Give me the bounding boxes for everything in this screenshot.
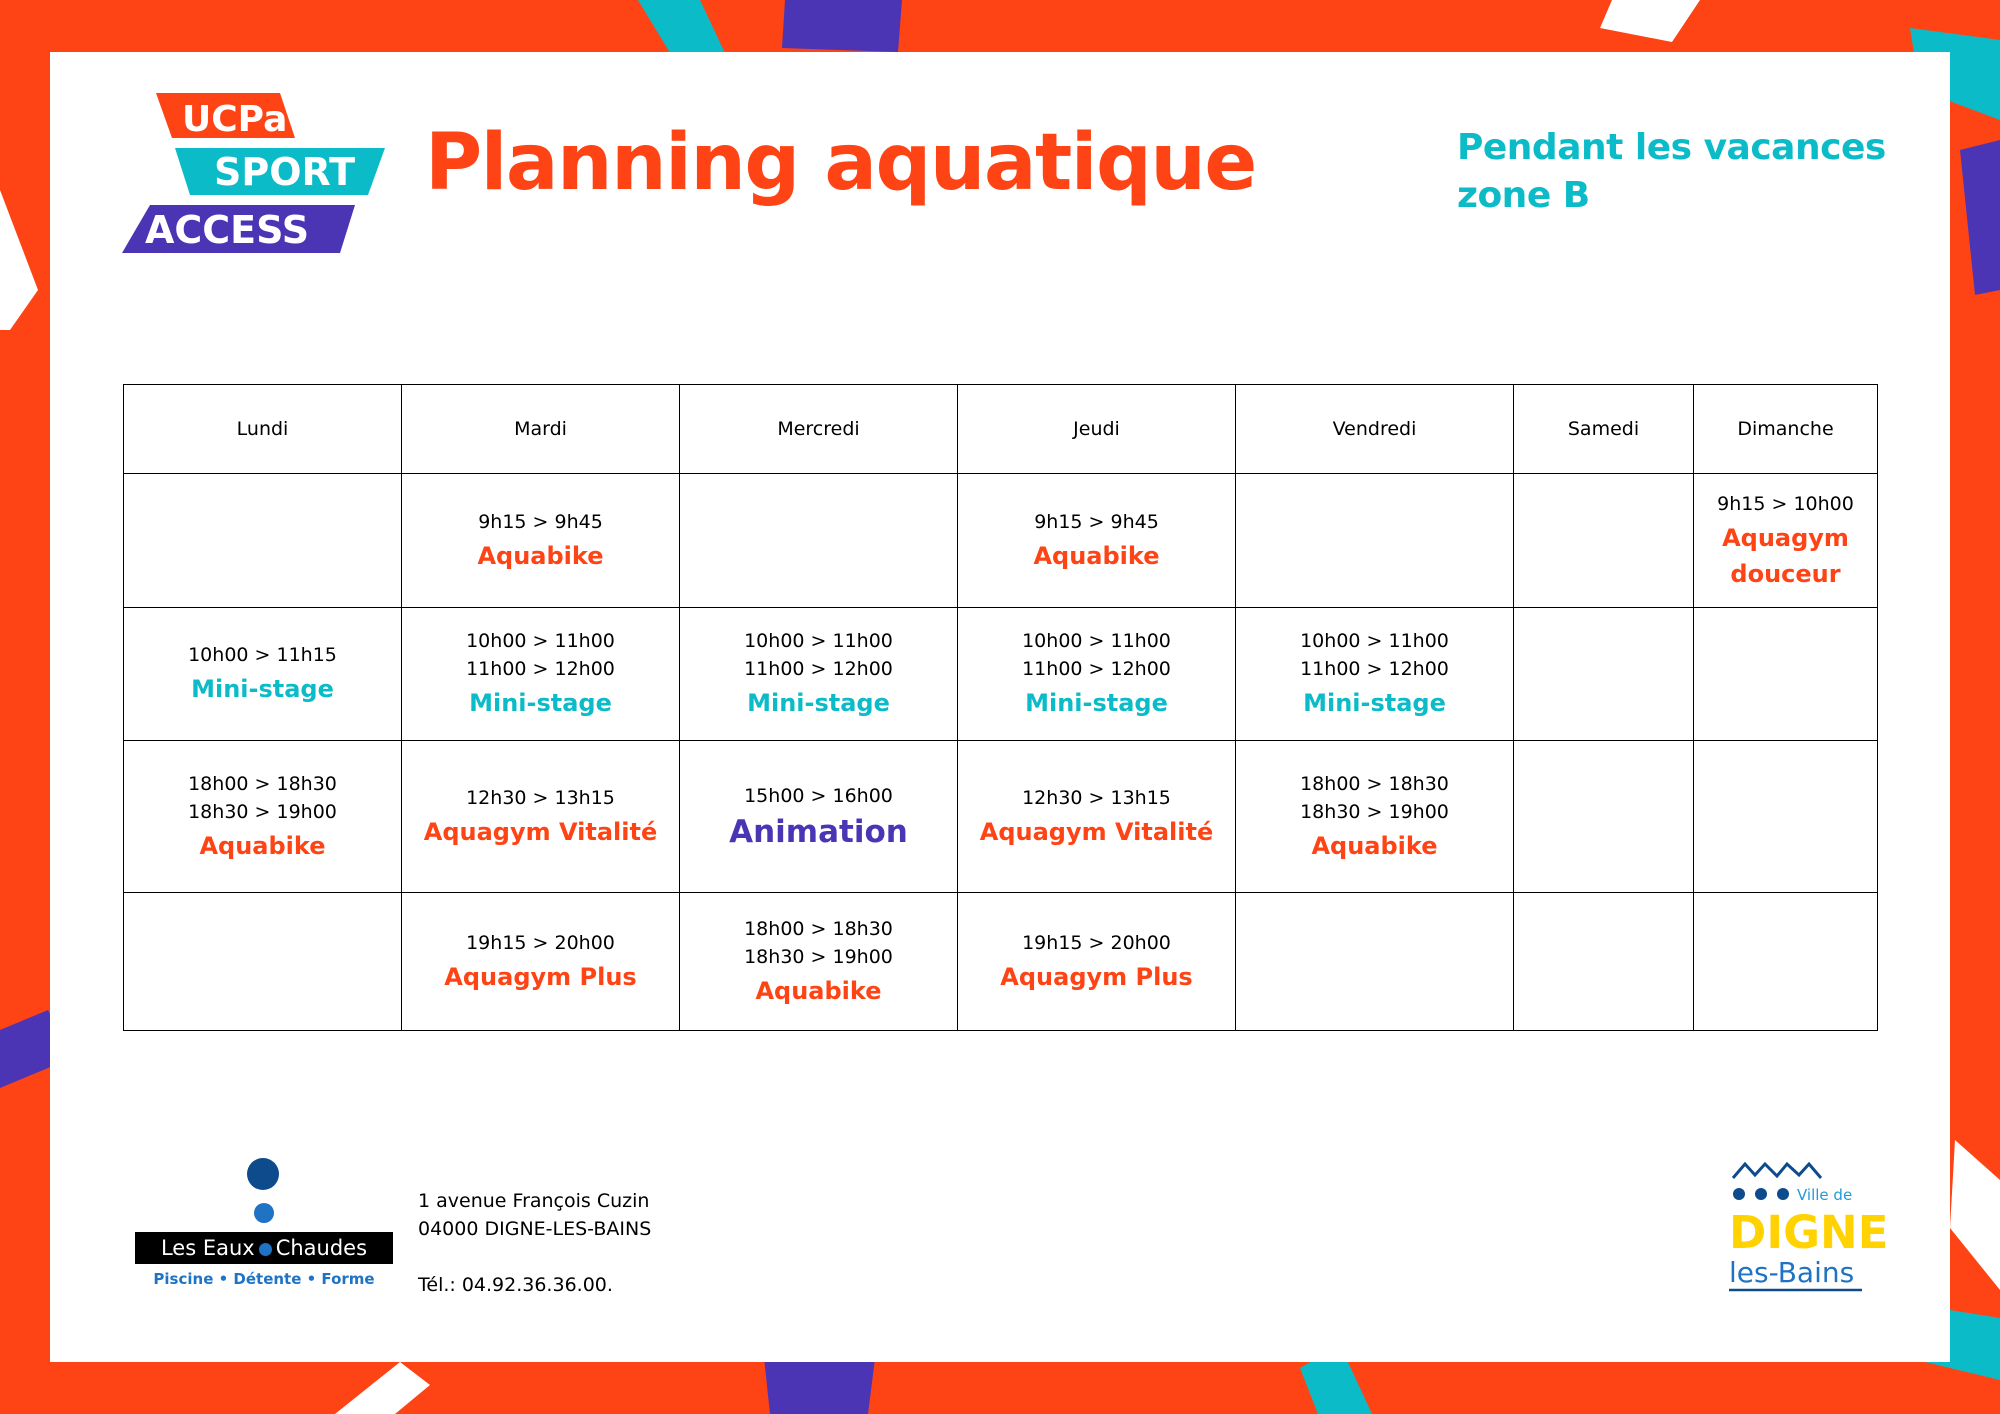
page-title: Planning aquatique	[425, 118, 1256, 208]
day-header-lundi: Lundi	[124, 385, 402, 474]
schedule-cell	[1514, 741, 1694, 893]
logo-dot-inline	[259, 1243, 272, 1256]
session-time: 18h00 > 18h30	[188, 772, 337, 795]
confetti-piece	[335, 1362, 430, 1414]
schedule-cell	[680, 741, 958, 893]
activity-name: Aquabike	[1311, 831, 1438, 860]
activity-name: Aquabike	[199, 831, 326, 860]
session-time: 9h15 > 10h00	[1717, 492, 1854, 515]
activity-name: Aquagym Vitalité	[423, 817, 658, 846]
activity-name: Mini-stage	[191, 675, 334, 703]
sport-wordmark: SPORT	[214, 150, 355, 194]
schedule-cell	[1694, 893, 1878, 1031]
schedule-cell	[124, 741, 402, 893]
ucpa-wordmark: UCPa	[182, 99, 288, 140]
session-time: 10h00 > 11h00	[1300, 630, 1449, 652]
address-phone: Tél.: 04.92.36.36.00.	[418, 1274, 613, 1296]
partner-name-band	[135, 1232, 393, 1264]
session-time: 10h00 > 11h00	[744, 630, 893, 652]
day-header-vendredi: Vendredi	[1236, 385, 1514, 474]
session-time: 10h00 > 11h15	[188, 644, 337, 666]
schedule-cell	[1694, 741, 1878, 893]
schedule-cell	[958, 741, 1236, 893]
mountain-icon	[1733, 1164, 1821, 1178]
day-header-row	[124, 385, 1878, 474]
activity-name: Aquagym Vitalité	[979, 817, 1214, 846]
les-eaux-chaudes-logo	[135, 1155, 395, 1295]
activity-name: Aquabike	[1033, 541, 1160, 570]
day-header-jeudi: Jeudi	[958, 385, 1236, 474]
schedule-cell	[402, 608, 680, 741]
session-time: 11h00 > 12h00	[466, 658, 615, 680]
session-time: 9h15 > 9h45	[478, 510, 603, 533]
schedule-table	[123, 384, 1878, 1031]
schedule-cell	[1236, 741, 1514, 893]
logo-dot-small	[254, 1203, 274, 1223]
activity-name: Aquabike	[755, 976, 882, 1005]
schedule-cell	[1236, 893, 1514, 1031]
schedule-cell	[958, 608, 1236, 741]
partner-name-left: Les Eaux	[160, 1236, 255, 1260]
session-time: 19h15 > 20h00	[1022, 931, 1171, 954]
activity-name: Mini-stage	[1025, 689, 1168, 717]
schedule-cell	[124, 893, 402, 1031]
session-time: 12h30 > 13h15	[466, 786, 615, 809]
partner-tagline: Piscine • Détente • Forme	[153, 1270, 375, 1288]
session-time: 12h30 > 13h15	[1022, 786, 1171, 809]
confetti-piece	[1950, 1140, 2000, 1290]
logo-dot	[1733, 1188, 1745, 1200]
day-header-mercredi: Mercredi	[680, 385, 958, 474]
schedule-cell	[1236, 474, 1514, 608]
schedule-cell	[1514, 608, 1694, 741]
session-time: 18h30 > 19h00	[188, 800, 337, 823]
schedule-cell	[402, 741, 680, 893]
confetti-piece	[1600, 0, 1700, 42]
session-time: 11h00 > 12h00	[1022, 658, 1171, 680]
schedule-cell	[1694, 474, 1878, 608]
city-name: DIGNE	[1729, 1206, 1889, 1259]
schedule-cell	[1514, 474, 1694, 608]
activity-name: Aquagym Plus	[444, 962, 637, 991]
schedule-cell	[680, 608, 958, 741]
logo-dot	[1777, 1188, 1789, 1200]
digne-les-bains-logo	[1725, 1158, 1889, 1298]
schedule-cell	[958, 474, 1236, 608]
schedule-cell	[124, 608, 402, 741]
activity-name: Mini-stage	[1303, 689, 1446, 717]
activity-name: Aquagym douceur	[1722, 523, 1849, 588]
schedule-cell	[1514, 893, 1694, 1031]
schedule-cell	[680, 474, 958, 608]
city-suffix: les-Bains	[1729, 1256, 1855, 1289]
schedule-body	[124, 474, 1878, 1031]
schedule-row	[124, 474, 1878, 608]
schedule-row	[124, 893, 1878, 1031]
activity-name: Animation	[729, 813, 908, 850]
schedule-row	[124, 608, 1878, 741]
schedule-cell	[1694, 608, 1878, 741]
activity-name: Mini-stage	[469, 689, 612, 717]
logo-dot-large	[247, 1158, 279, 1190]
activity-name: Aquagym Plus	[1000, 962, 1193, 991]
address-street: 1 avenue François Cuzin	[418, 1190, 650, 1212]
confetti-piece	[1960, 140, 2000, 295]
activity-name: Mini-stage	[747, 689, 890, 717]
session-time: 10h00 > 11h00	[466, 630, 615, 652]
day-header-dimanche: Dimanche	[1694, 385, 1878, 474]
session-time: 18h00 > 18h30	[1300, 772, 1449, 795]
confetti-piece	[0, 190, 38, 330]
schedule-cell	[680, 893, 958, 1031]
schedule-cell	[402, 474, 680, 608]
schedule-cell	[1236, 608, 1514, 741]
access-wordmark: ACCESS	[145, 208, 310, 252]
schedule-cell	[402, 893, 680, 1031]
session-time: 18h30 > 19h00	[744, 945, 893, 968]
session-time: 15h00 > 16h00	[744, 784, 893, 807]
session-time: 11h00 > 12h00	[744, 658, 893, 680]
confetti-piece	[782, 0, 902, 52]
city-prefix: Ville de	[1797, 1186, 1853, 1204]
session-time: 18h30 > 19h00	[1300, 800, 1449, 823]
day-header-mardi: Mardi	[402, 385, 680, 474]
logo-dot	[1755, 1188, 1767, 1200]
schedule-row	[124, 741, 1878, 893]
address-block	[418, 1187, 651, 1299]
session-time: 10h00 > 11h00	[1022, 630, 1171, 652]
period-line-2: zone B	[1457, 175, 1590, 216]
holiday-period	[1457, 124, 1886, 220]
period-line-1: Pendant les vacances	[1457, 127, 1886, 168]
ucpa-sport-access-logo	[120, 93, 385, 255]
session-time: 19h15 > 20h00	[466, 931, 615, 954]
activity-name: Aquabike	[477, 541, 604, 570]
day-header-samedi: Samedi	[1514, 385, 1694, 474]
schedule-cell	[124, 474, 402, 608]
session-time: 11h00 > 12h00	[1300, 658, 1449, 680]
session-time: 9h15 > 9h45	[1034, 510, 1159, 533]
schedule-cell	[958, 893, 1236, 1031]
address-city: 04000 DIGNE-LES-BAINS	[418, 1218, 652, 1240]
partner-name-right: Chaudes	[275, 1236, 368, 1260]
session-time: 18h00 > 18h30	[744, 917, 893, 940]
